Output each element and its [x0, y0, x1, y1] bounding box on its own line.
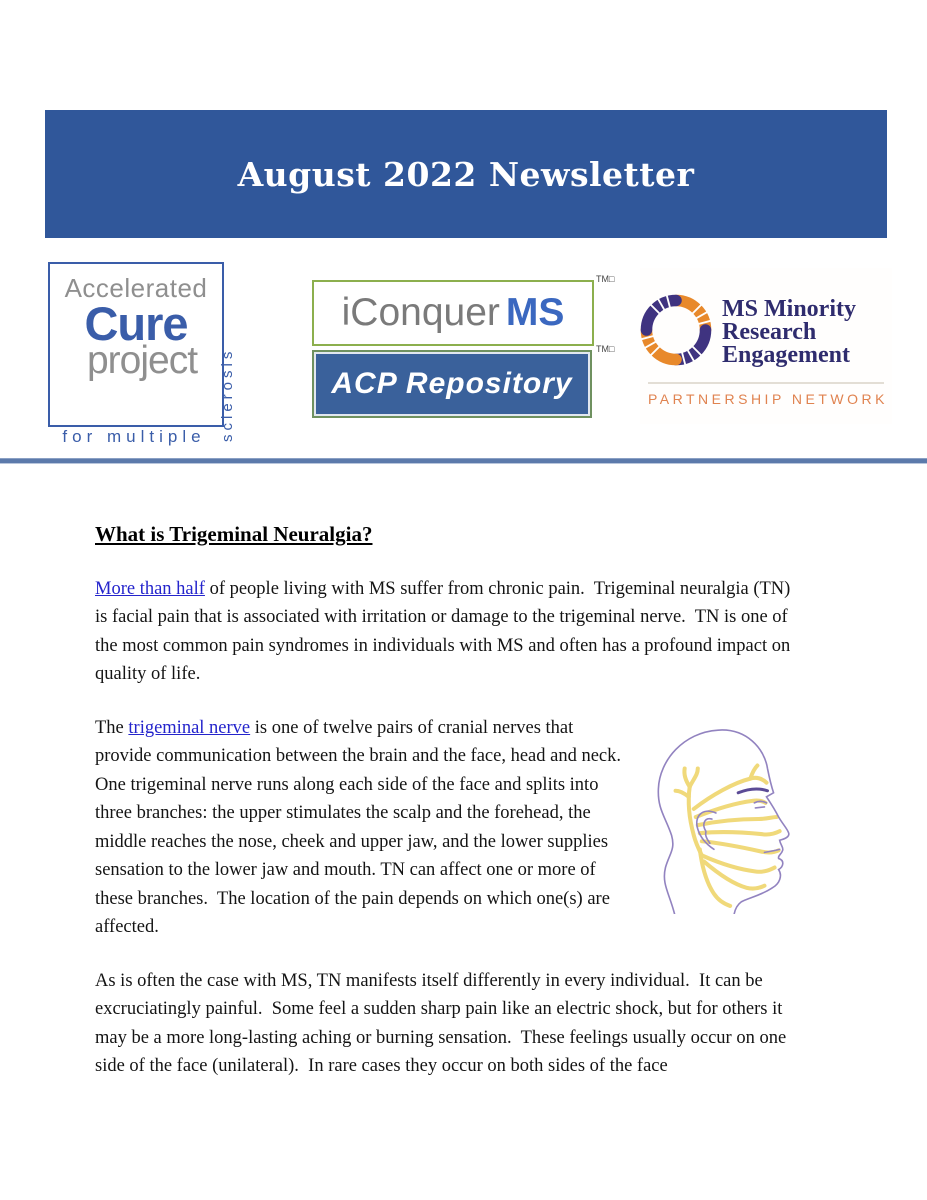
- newsletter-title: August 2022 Newsletter: [237, 154, 695, 194]
- paragraph-1: [95, 575, 795, 689]
- paragraph-2-text: is one of twelve pairs of cranial nerves that provide communication between the brain and the face, head and neck. One trigeminal nerve runs along each side of the face and splits into three branches: the upper stimulates the scalp and the forehead, the middle reaches the nose, cheek and upper jaw, and the lower supplies sensation to the lower jaw and mouth. TN can affect one or more of these branches. The location of the pain depends on which one(s) are affected.: [95, 717, 631, 937]
- acp-logo-sclerosis-vertical: sclerosis: [219, 347, 236, 442]
- acp-repository-logo: [312, 350, 592, 418]
- paragraph-2-pre: The: [95, 717, 129, 738]
- msmre-partnership-network: PARTNERSHIP NETWORK: [648, 391, 888, 407]
- acp-logo-accelerated: Accelerated: [64, 273, 208, 303]
- acp-logo-cure: Cure: [84, 297, 188, 350]
- acp-logo: [48, 262, 224, 427]
- msmre-line-research: Research: [722, 319, 817, 345]
- newsletter-banner: [45, 110, 887, 238]
- msmre-divider-line: [648, 382, 884, 384]
- acp-logo-for-multiple: for multiple: [62, 427, 206, 446]
- more-than-half-link[interactable]: More than half: [95, 578, 205, 599]
- msmre-line-engagement: Engagement: [722, 342, 850, 368]
- iconquerms-logo-iconquer: iConquer: [341, 291, 500, 334]
- acp-logo-project: project: [86, 339, 198, 382]
- trademark-symbol: TM□: [596, 344, 615, 354]
- msmre-line-ms-minority: MS Minority: [722, 296, 856, 322]
- acp-repository-label: ACP Repository: [331, 367, 573, 400]
- msmre-logo-text: [722, 298, 856, 367]
- iconquerms-logo-ms: MS: [505, 291, 565, 334]
- iconquerms-logo: [312, 280, 594, 346]
- article-body: [95, 520, 795, 1081]
- trademark-symbol: TM□: [596, 274, 615, 284]
- section-divider-rule: [0, 458, 927, 464]
- head-nerve-illustration: [641, 716, 795, 914]
- hands-pinwheel-icon: [640, 292, 712, 368]
- msmre-logo: [640, 268, 892, 424]
- paragraph-1-text: of people living with MS suffer from chronic pain. Trigeminal neuralgia (TN) is facial pain that is associated with irritation or damage to the trigeminal nerve. TN is one of the most common pain syndromes in individuals with MS and often has a profound impact on quality of life.: [95, 578, 795, 684]
- paragraph-3: As is often the case with MS, TN manifests itself differently in every individual. It can be excruciatingly painful. Some feel a sudden sharp pain like an electric shock, but for others it may be a more long-lasting aching or burning sensation. These feelings usually occur on one side of the face (unilateral). In rare cases they occur on both sides of the face: [95, 970, 791, 1076]
- article-heading: What is Trigeminal Neuralgia?: [95, 522, 373, 546]
- trigeminal-nerve-link[interactable]: trigeminal nerve: [128, 717, 251, 738]
